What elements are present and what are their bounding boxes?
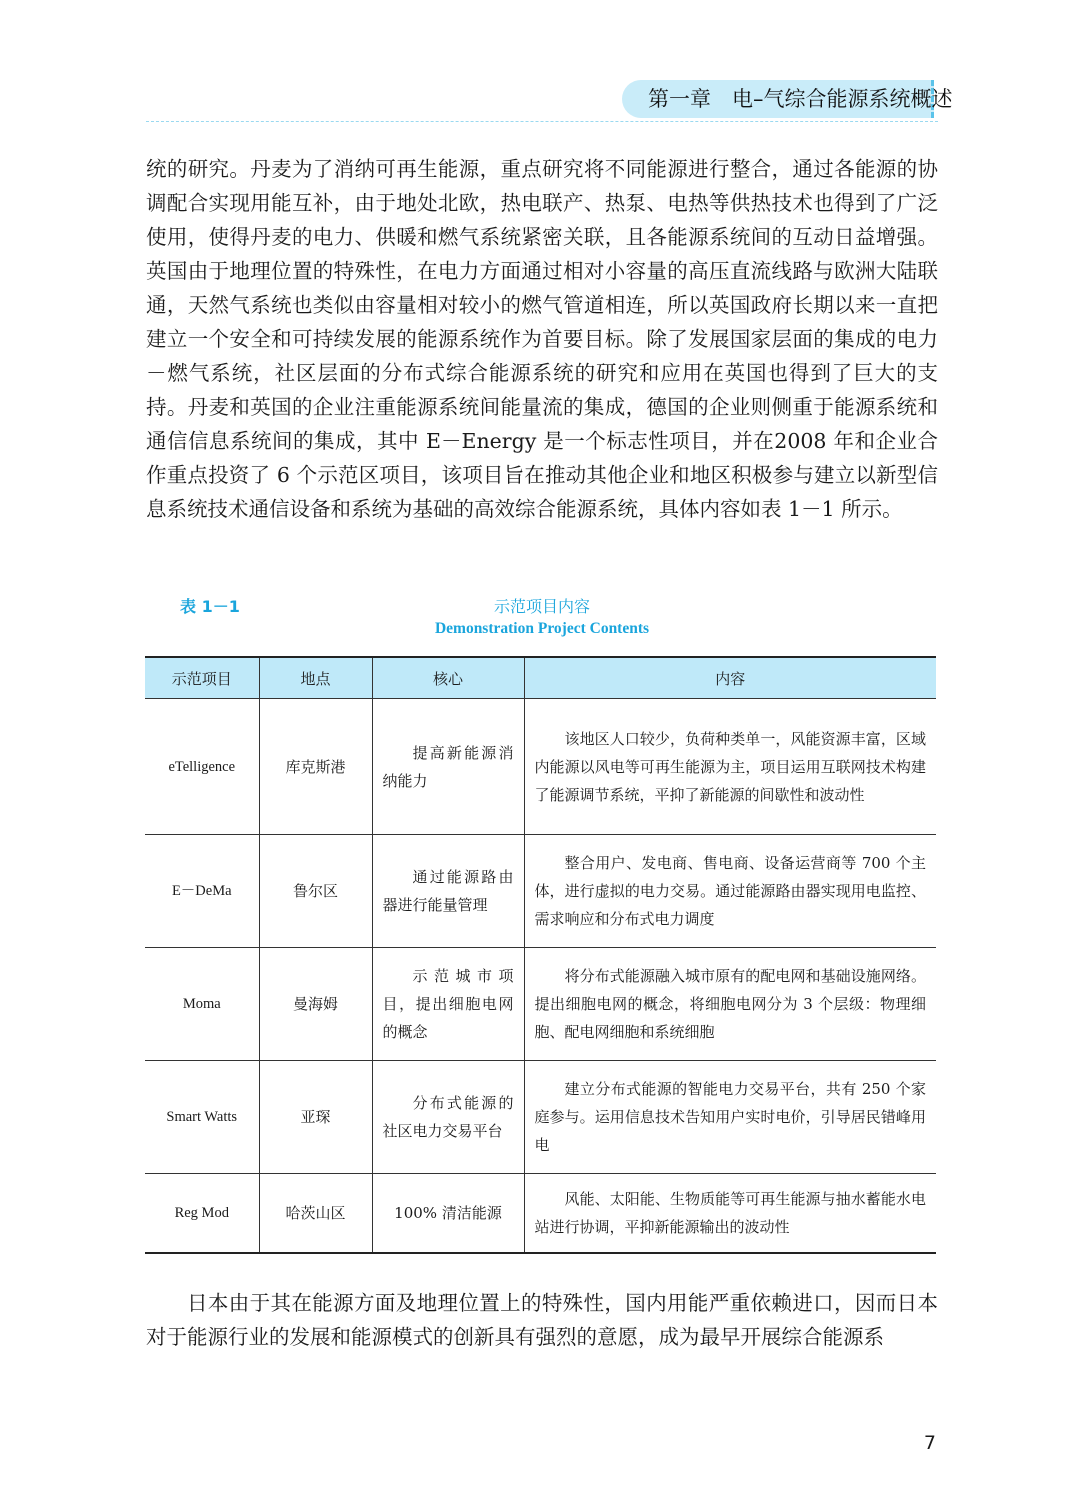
- header-divider: [146, 121, 938, 123]
- project-content: 该地区人口较少，负荷种类单一，风能资源丰富，区域内能源以风电等可再生能源为主，项目运用互联网技术构建了能源调节系统，平抑了新能源的间歇性和波动性: [524, 699, 936, 835]
- column-header-core: 核心: [372, 657, 524, 699]
- table-title-en: Demonstration Project Contents: [434, 620, 650, 637]
- table-title-cn: 示范项目内容: [493, 597, 590, 616]
- project-content: 建立分布式能源的智能电力交易平台，共有 250 个家庭参与。运用信息技术告知用户实时电价，引导居民错峰用电: [524, 1061, 936, 1174]
- project-core: 分布式能源的社区电力交易平台: [372, 1061, 524, 1174]
- table-row: [145, 1174, 936, 1253]
- project-core: 提高新能源消纳能力: [372, 699, 524, 835]
- project-content: 整合用户、发电商、售电商、设备运营商等 700 个主体，进行虚拟的电力交易。通过能源路由器实现用电监控、需求响应和分布式电力调度: [524, 835, 936, 948]
- column-header-location: 地点: [259, 657, 372, 699]
- table-row: [145, 835, 936, 948]
- project-name: Moma: [145, 948, 259, 1061]
- project-location: 哈茨山区: [259, 1174, 372, 1253]
- project-core: 示范城市项目，提出细胞电网的概念: [372, 948, 524, 1061]
- project-name: E－DeMa: [145, 835, 259, 948]
- table-label: 表 1－1: [180, 597, 240, 616]
- project-core: 通过能源路由器进行能量管理: [372, 835, 524, 948]
- project-name: Smart Watts: [145, 1061, 259, 1174]
- project-core: 100% 清洁能源: [372, 1174, 524, 1253]
- chapter-header-tab: 第一章 电–气综合能源系统概述: [622, 80, 934, 118]
- column-header-content: 内容: [524, 657, 936, 699]
- demonstration-project-table: [145, 656, 936, 1254]
- body-paragraph-1: 统的研究。丹麦为了消纳可再生能源，重点研究将不同能源进行整合，通过各能源的协调配合实现用能互补，由于地处北欧，热电联产、热泵、电热等供热技术也得到了广泛使用，使得丹麦的电力、供暖和燃气系统紧密关联，且各能源系统间的互动日益增强。英国由于地理位置的特殊性，在电力方面通过相对小容量的高压直流线路与欧洲大陆联通，天然气系统也类似由容量相对较小的燃气管道相连，所以英国政府长期以来一直把建立一个安全和可持续发展的能源系统作为首要目标。除了发展国家层面的集成的电力－燃气系统，社区层面的分布式综合能源系统的研究和应用在英国也得到了巨大的支持。丹麦和英国的企业注重能源系统间能量流的集成，德国的企业则侧重于能源系统和通信信息系统间的集成，其中 E－Energy 是一个标志性项目，并在2008 年和企业合作重点投资了 6 个示范区项目，该项目旨在推动其他企业和地区积极参与建立以新型信息系统技术通信设备和系统为基础的高效综合能源系统，具体内容如表 1－1 所示。: [146, 157, 938, 521]
- table-header-row: [145, 657, 936, 699]
- project-name: eTelligence: [145, 699, 259, 835]
- column-header-project: 示范项目: [145, 657, 259, 699]
- table-row: [145, 1061, 936, 1174]
- project-location: 曼海姆: [259, 948, 372, 1061]
- table-row: [145, 699, 936, 835]
- project-name: Reg Mod: [145, 1174, 259, 1253]
- project-content: 风能、太阳能、生物质能等可再生能源与抽水蓄能水电站进行协调，平抑新能源输出的波动性: [524, 1174, 936, 1253]
- body-paragraph-2: 日本由于其在能源方面及地理位置上的特殊性，国内用能严重依赖进口，因而日本对于能源行业的发展和能源模式的创新具有强烈的意愿，成为最早开展综合能源系: [146, 1291, 938, 1349]
- table-row: [145, 948, 936, 1061]
- project-location: 鲁尔区: [259, 835, 372, 948]
- project-location: 亚琛: [259, 1061, 372, 1174]
- project-content: 将分布式能源融入城市原有的配电网和基础设施网络。提出细胞电网的概念，将细胞电网分为 3 个层级：物理细胞、配电网细胞和系统细胞: [524, 948, 936, 1061]
- page-number: 7: [923, 1432, 936, 1454]
- project-location: 库克斯港: [259, 699, 372, 835]
